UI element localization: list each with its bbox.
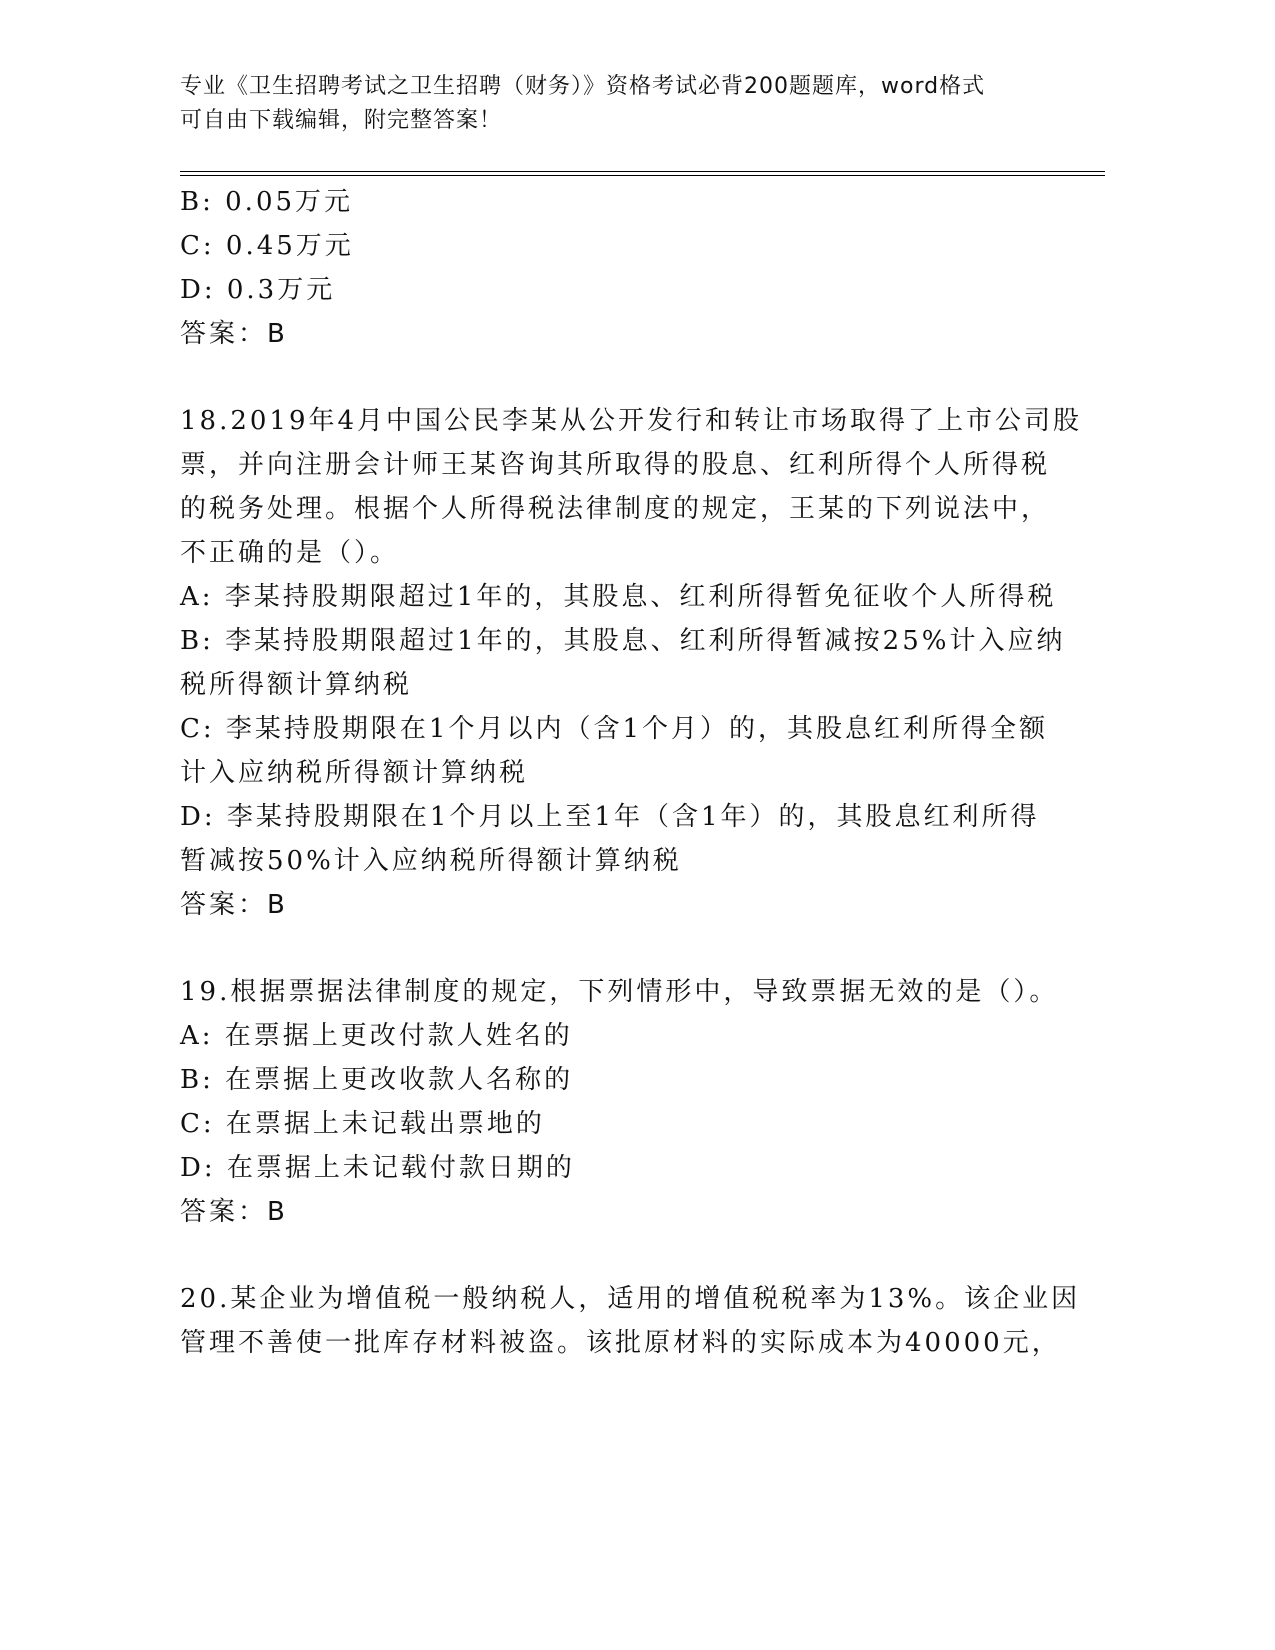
q18-stem-line-4: 不正确的是（）。 (180, 538, 400, 568)
q17-answer: 答案：B (180, 319, 288, 349)
q18-option-d-cont: 暂减按50%计入应纳税所得额计算纳税 (180, 846, 682, 876)
spacer (180, 1234, 1040, 1277)
question-20 (180, 1277, 1081, 1365)
q19-stem: 19.根据票据法律制度的规定，下列情形中，导致票据无效的是（）。 (180, 977, 1059, 1007)
spacer (180, 356, 1040, 399)
q19-option-a: A: 在票据上更改付款人姓名的 (180, 1021, 573, 1051)
q18-option-b-cont: 税所得额计算纳税 (180, 670, 413, 700)
q18-stem-line-1: 18.2019年4月中国公民李某从公开发行和转让市场取得了上市公司股 (180, 406, 1083, 436)
q18-option-c-cont: 计入应纳税所得额计算纳税 (180, 758, 529, 788)
q19-option-b: B: 在票据上更改收款人名称的 (180, 1065, 574, 1095)
q18-option-c: C: 李某持股期限在1个月以内（含1个月）的，其股息红利所得全额 (180, 714, 1049, 744)
header-line-2: 可自由下载编辑，附完整答案！ (180, 108, 503, 133)
header-line-1: 专业《卫生招聘考试之卫生招聘（财务）》资格考试必背200题题库，word格式 (180, 74, 986, 99)
q17-option-b: B: 0.05万元 (180, 187, 354, 217)
q17-option-d: D: 0.3万元 (180, 275, 336, 305)
header-divider-bottom (180, 175, 1105, 176)
q18-stem-line-3: 的税务处理。根据个人所得税法律制度的规定，王某的下列说法中， (180, 494, 1051, 524)
q19-answer: 答案：B (180, 1197, 288, 1227)
header-divider-top (180, 171, 1105, 172)
question-17-tail (180, 180, 1040, 356)
question-19 (180, 970, 1059, 1234)
q19-option-d: D: 在票据上未记载付款日期的 (180, 1153, 575, 1183)
q20-stem-line-1: 20.某企业为增值税一般纳税人，适用的增值税税率为13%。该企业因 (180, 1284, 1081, 1314)
spacer (180, 927, 1040, 970)
q18-option-b: B: 李某持股期限超过1年的，其股息、红利所得暂减按25%计入应纳 (180, 626, 1066, 656)
q18-answer: 答案：B (180, 890, 288, 920)
document-body (180, 180, 1083, 1365)
q18-option-d: D: 李某持股期限在1个月以上至1年（含1年）的，其股息红利所得 (180, 802, 1040, 832)
q18-option-a: A: 李某持股期限超过1年的，其股息、红利所得暂免征收个人所得税 (180, 582, 1057, 612)
document-header (180, 70, 1060, 138)
q18-stem-line-2: 票，并向注册会计师王某咨询其所取得的股息、红利所得个人所得税 (180, 450, 1051, 480)
q19-option-c: C: 在票据上未记载出票地的 (180, 1109, 545, 1139)
q20-stem-line-2: 管理不善使一批库存材料被盗。该批原材料的实际成本为40000元， (180, 1328, 1061, 1358)
question-18 (180, 399, 1083, 927)
q17-option-c: C: 0.45万元 (180, 231, 354, 261)
